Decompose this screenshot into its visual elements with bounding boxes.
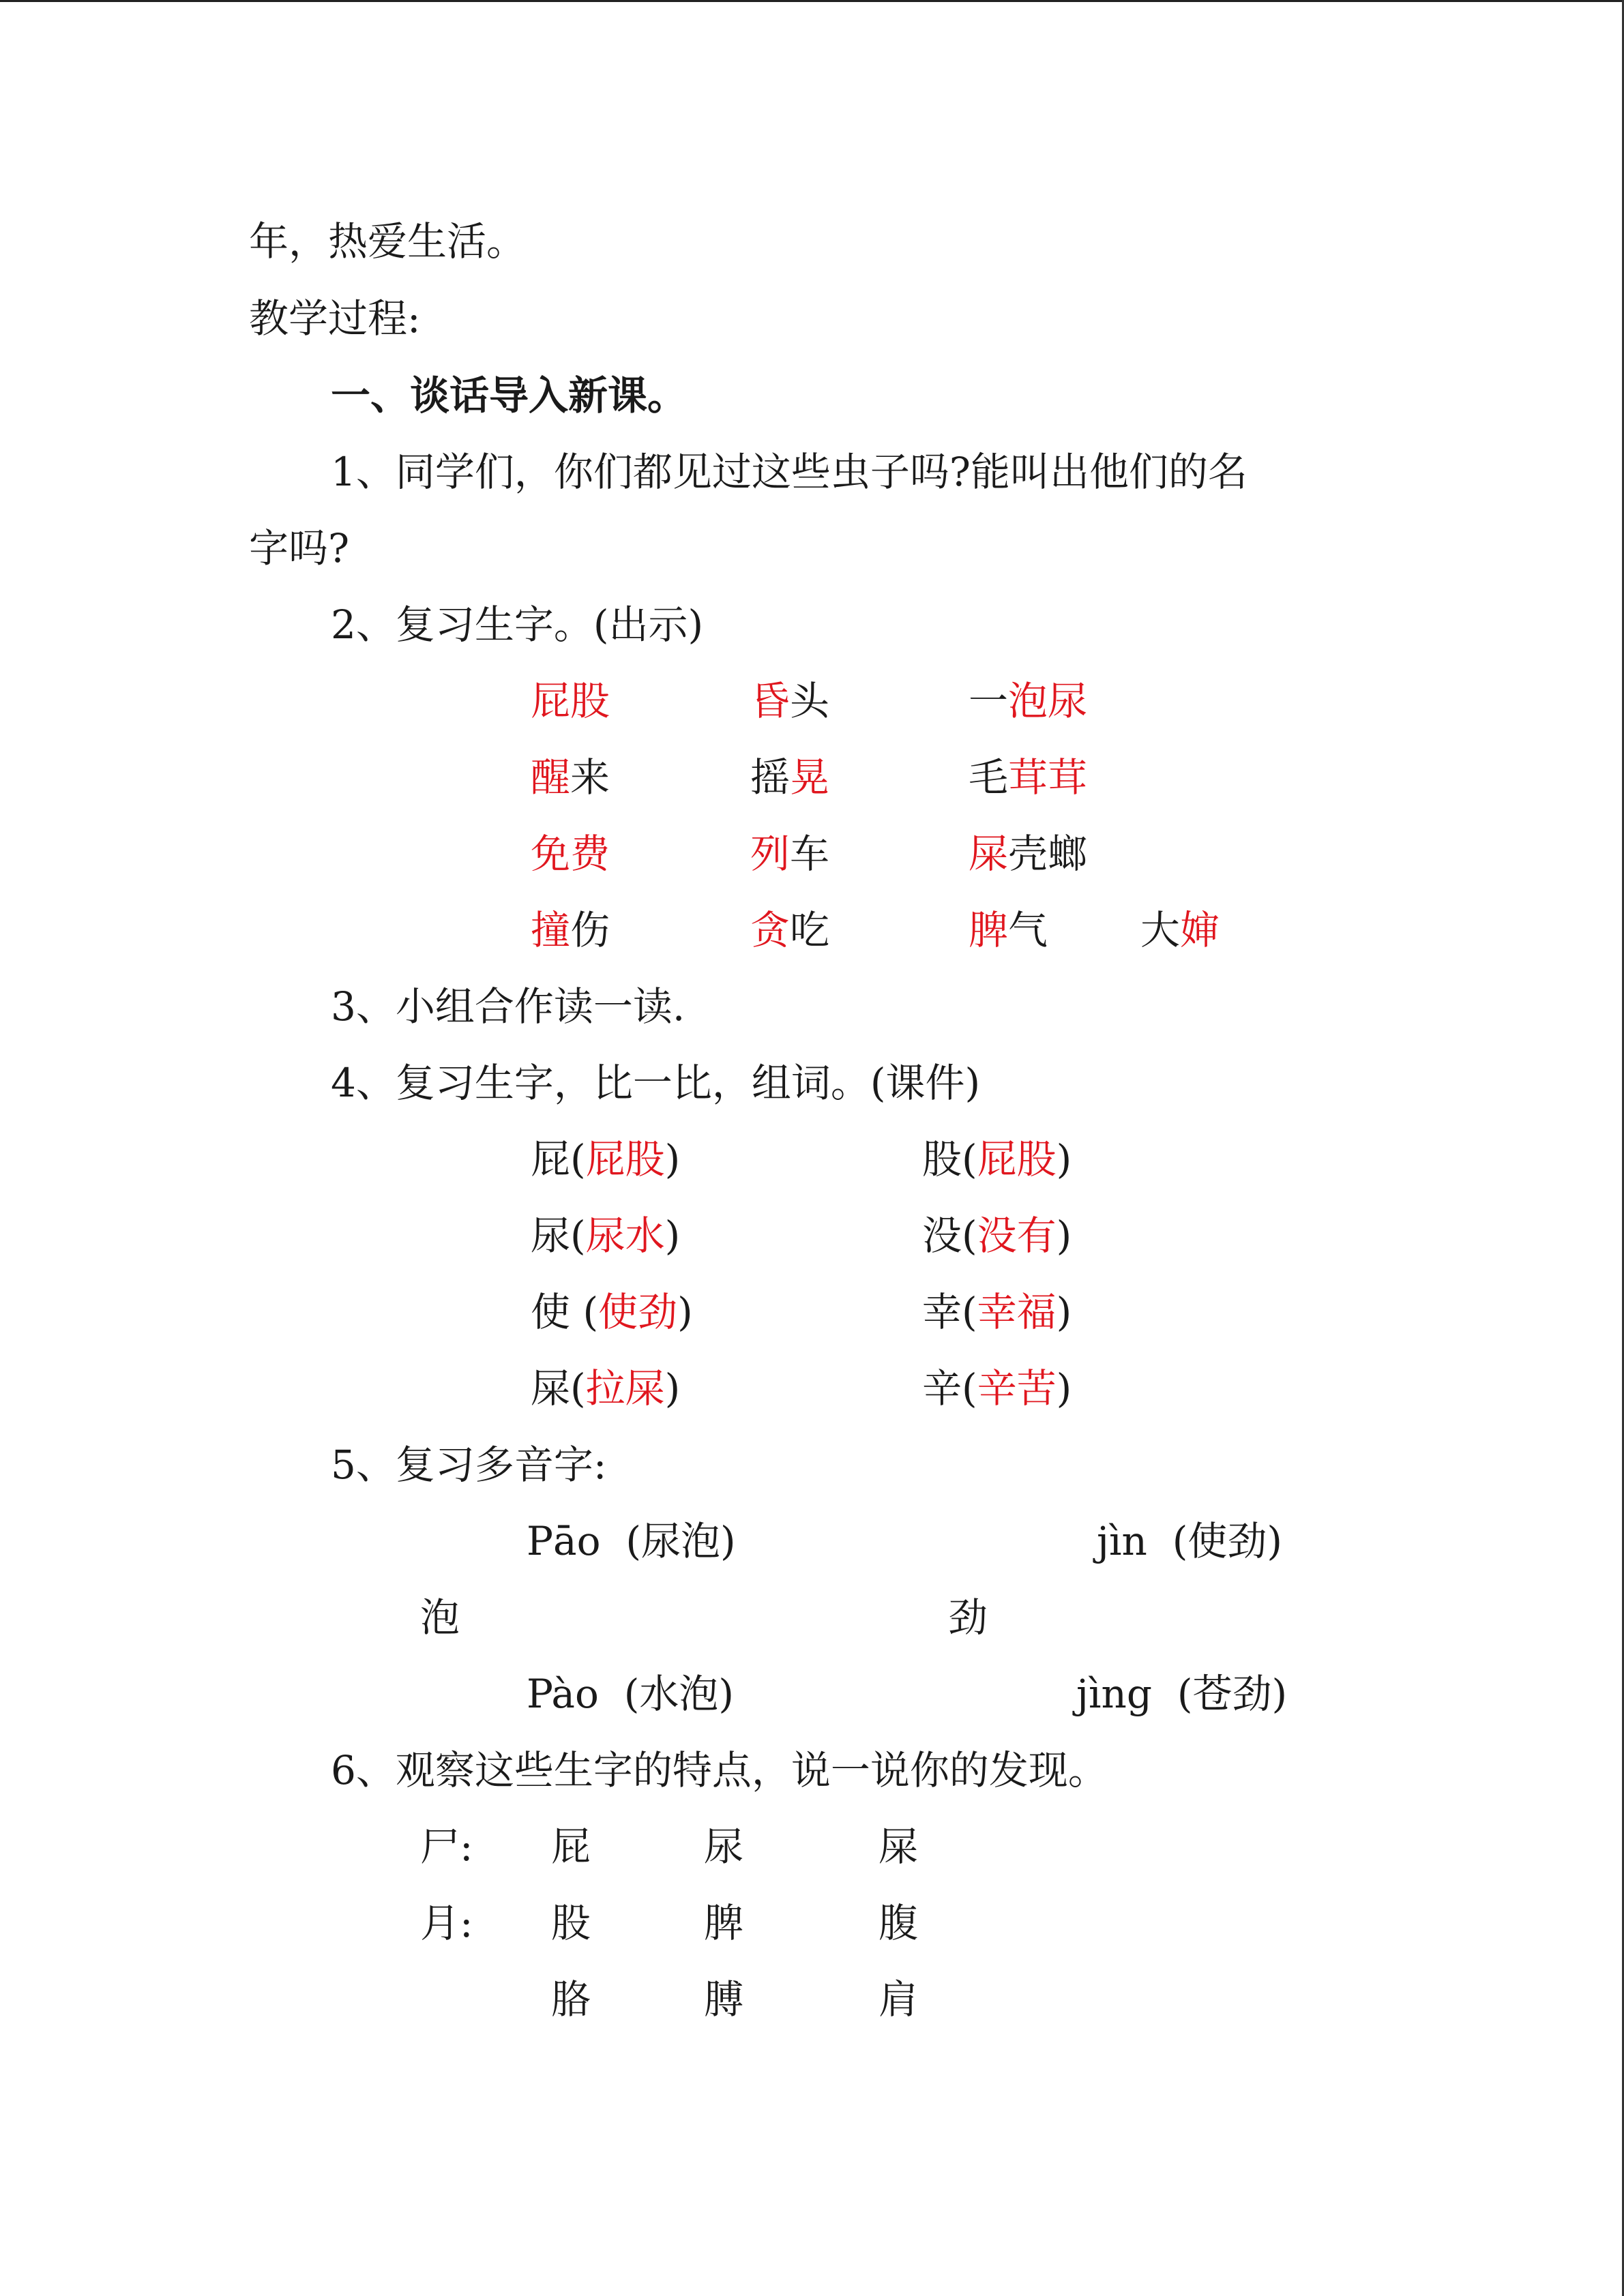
word-tanchi: 贪吃: [750, 907, 830, 953]
radical-shi-label: 尸:: [420, 1823, 473, 1870]
word-piqi: 脾气: [969, 907, 1048, 953]
item-1-line-1: 1、同学们，你们都见过这些虫子吗?能叫出他们的名: [331, 449, 1247, 495]
compare-shi: 使 (使劲): [531, 1289, 693, 1335]
word-yipaoniao: 一泡尿: [969, 678, 1088, 724]
compare-gu: 股(屁股): [922, 1136, 1072, 1182]
compare-pi: 屁(屁股): [531, 1136, 681, 1182]
section-heading: 一、谈话导入新课。: [331, 372, 688, 419]
item-2: 2、复习生字。(出示): [331, 601, 704, 648]
word-dashen: 大婶: [1140, 907, 1220, 953]
radical-shi-char-1: 屁: [551, 1823, 591, 1870]
word-lieche: 列车: [750, 831, 830, 877]
radical-yue-char-4: 胳: [551, 1976, 591, 2023]
intro-line-1: 年，热爱生活。: [249, 218, 527, 265]
word-zhuangshang: 撞伤: [531, 907, 610, 953]
compare-xing: 幸(幸福): [922, 1289, 1072, 1335]
item-6: 6、观察这些生字的特点，说一说你的发现。: [331, 1747, 1108, 1793]
compare-shi2: 屎(拉屎): [531, 1365, 681, 1412]
intro-line-2: 教学过程:: [249, 295, 421, 342]
poly-pao2: Pào (水泡): [527, 1671, 735, 1717]
radical-yue-char-3: 腹: [879, 1900, 919, 1946]
word-mianfei: 免费: [531, 831, 610, 877]
item-1-line-2: 字吗?: [249, 525, 350, 571]
word-xinglai: 醒来: [531, 754, 610, 801]
word-maorongrong: 毛茸茸: [969, 754, 1088, 801]
page-top-border: [0, 0, 1624, 2]
poly-char-pao: 泡: [420, 1594, 460, 1641]
word-pigu: 屁股: [531, 678, 610, 724]
compare-mei: 没(没有): [922, 1212, 1072, 1259]
radical-shi-char-3: 屎: [879, 1823, 919, 1870]
poly-char-jin: 劲: [948, 1594, 988, 1641]
word-yaohuang: 摇晃: [750, 754, 830, 801]
radical-yue-char-2: 脾: [704, 1900, 744, 1946]
radical-shi-char-2: 尿: [704, 1823, 744, 1870]
item-5: 5、复习多音字:: [331, 1442, 607, 1488]
item-3: 3、小组合作读一读.: [331, 983, 685, 1030]
word-huntou: 昏头: [750, 678, 830, 724]
compare-xin: 辛(辛苦): [922, 1365, 1072, 1412]
radical-yue-char-6: 肩: [879, 1976, 919, 2023]
radical-yue-char-5: 膊: [704, 1976, 744, 2023]
poly-jin: jìn (使劲): [1097, 1518, 1283, 1564]
poly-jing: jìng (苍劲): [1076, 1671, 1288, 1717]
poly-pao1: Pāo (尿泡): [527, 1518, 736, 1564]
radical-yue-label: 月:: [420, 1900, 473, 1946]
compare-niao: 尿(尿水): [531, 1212, 681, 1259]
item-4: 4、复习生字，比一比，组词。(课件): [331, 1060, 981, 1106]
radical-yue-char-1: 股: [551, 1900, 591, 1946]
word-shikelang: 屎壳螂: [969, 831, 1088, 877]
